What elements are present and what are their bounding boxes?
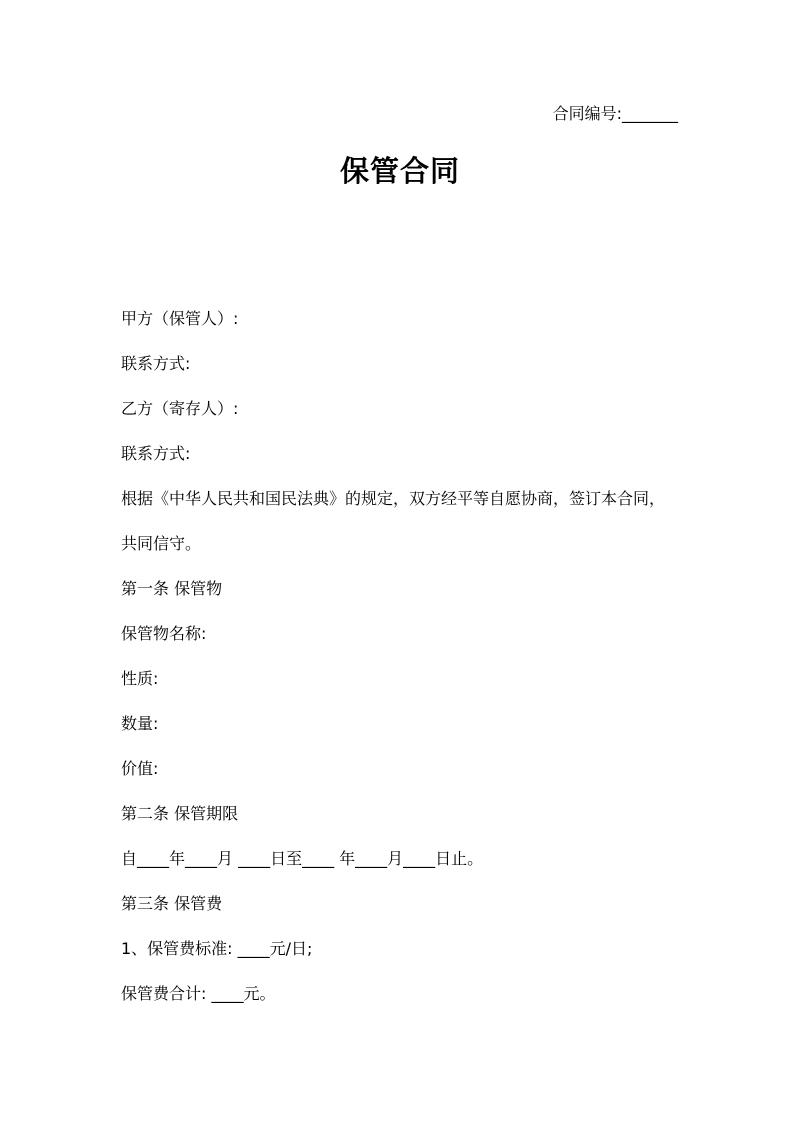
item-value-line: 价值: [121,759,159,778]
preamble-continuation-line: 共同信守。 [121,534,202,553]
fee-total-line: 保管费合计: ____元。 [121,984,276,1003]
party-a-contact-line: 联系方式: [121,354,191,373]
article-3-heading: 第三条 保管费 [121,894,223,913]
contract-number: 合同编号:_______ [552,104,678,123]
party-b-contact-line: 联系方式: [121,444,191,463]
preamble-line: 根据《中华人民共和国民法典》的规定，双方经平等自愿协商，签订本合同， [121,489,666,508]
item-name-line: 保管物名称: [121,624,207,643]
item-nature-line: 性质: [121,669,159,688]
article-1-heading: 第一条 保管物 [121,579,223,598]
party-b-line: 乙方（寄存人）: [121,399,239,418]
document-title: 保管合同 [339,154,460,188]
party-a-line: 甲方（保管人）: [121,309,239,328]
contract-body [121,309,691,1029]
article-2-heading: 第二条 保管期限 [121,804,239,823]
term-period-line: 自____年____月 ____日至____ 年____月____日止。 [121,849,484,868]
fee-standard-line: 1、保管费标准: ____元/日; [121,939,313,958]
item-quantity-line: 数量: [121,714,159,733]
